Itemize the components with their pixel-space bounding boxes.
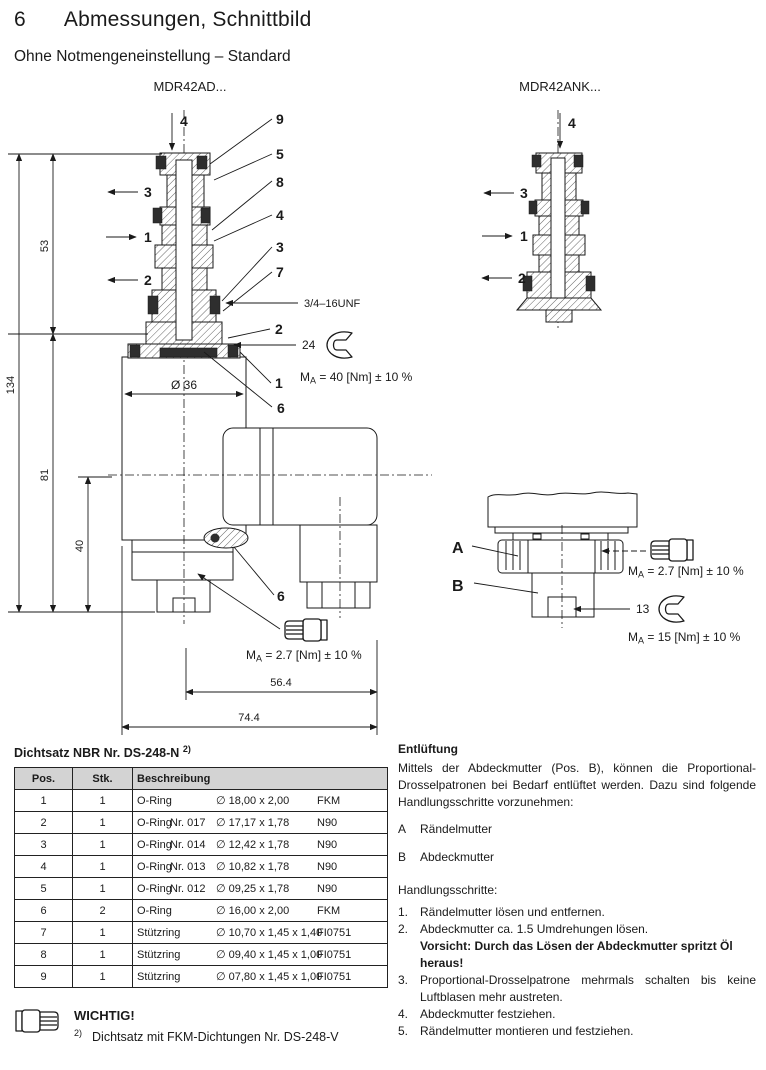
dim-dia36: Ø 36 xyxy=(170,378,198,392)
seal-table-block xyxy=(14,744,388,988)
step-number: 4. xyxy=(398,1007,409,1021)
legend-item-b xyxy=(398,849,756,866)
part-b-label: B xyxy=(452,578,464,595)
part-material: FKM xyxy=(317,795,341,808)
figure-label-mdr42ank: MDR42ANK... xyxy=(519,79,601,94)
wrench-icon xyxy=(327,332,352,358)
part-nr: Nr. 017 xyxy=(170,817,206,830)
part-name: Stützring xyxy=(137,949,181,962)
step-text: Abdeckmutter festziehen. xyxy=(420,1007,556,1021)
stk-cell: 1 xyxy=(73,922,133,944)
step-number: 5. xyxy=(398,1024,409,1038)
part-material: N90 xyxy=(317,861,338,874)
callout-2: 2 xyxy=(275,321,283,337)
port-3-label: 3 xyxy=(144,184,152,200)
pointing-hand-icon xyxy=(14,1008,60,1034)
callout-5: 5 xyxy=(276,146,284,162)
venting-heading: Entlüftung xyxy=(398,742,458,756)
wrench-size-label: 13 xyxy=(636,602,650,616)
port-1-label: 1 xyxy=(144,229,152,245)
step-number: 3. xyxy=(398,973,409,987)
callout-4: 4 xyxy=(276,207,284,223)
pos-cell: 9 xyxy=(15,966,73,988)
table-row xyxy=(15,900,388,922)
dim-56-4: 56.4 xyxy=(270,677,292,689)
torque-wrench-label: $M_A = 40$ [Nm] ± 10 % xyxy=(300,370,413,386)
pos-cell: 3 xyxy=(15,834,73,856)
step-text: Rändelmutter montieren und festziehen. xyxy=(420,1024,634,1038)
stk-cell: 1 xyxy=(73,944,133,966)
wrench-size-label: 24 xyxy=(302,338,316,352)
step-text: Rändelmutter lösen und entfernen. xyxy=(420,905,605,919)
thread-label: 3/4–16UNF xyxy=(304,298,361,310)
part-material: N90 xyxy=(317,817,338,830)
part-size: ∅ 12,42 x 1,78 xyxy=(216,839,290,852)
table-row xyxy=(15,856,388,878)
thread-callout xyxy=(226,298,361,310)
part-size: ∅ 10,70 x 1,45 x 1,40 xyxy=(216,927,323,940)
col-stk: Stk. xyxy=(73,768,133,790)
step-item xyxy=(398,1006,756,1023)
footnote-marker: 2) xyxy=(74,1028,83,1038)
callout-9: 9 xyxy=(276,111,284,127)
part-material: FKM xyxy=(317,905,341,918)
step-text: Abdeckmutter ca. 1.5 Umdrehungen lösen. xyxy=(420,922,649,936)
seal-detail xyxy=(204,528,248,548)
part-a-label: A xyxy=(452,540,464,557)
seal-table-title: Dichtsatz NBR Nr. DS-248-N $^{2)}$ xyxy=(14,744,191,761)
callout-7: 7 xyxy=(276,264,284,280)
important-note xyxy=(14,1008,339,1044)
part-nr: Nr. 013 xyxy=(170,861,206,874)
important-heading: WICHTIG! xyxy=(74,1008,135,1023)
hand-icon xyxy=(651,539,693,561)
port-3-label: 3 xyxy=(520,185,528,201)
col-pos: Pos. xyxy=(15,768,73,790)
page-title xyxy=(14,8,312,32)
part-size: ∅ 17,17 x 1,78 xyxy=(216,817,290,830)
legend-item-a xyxy=(398,821,756,838)
stk-cell: 2 xyxy=(73,900,133,922)
cartridge-section xyxy=(517,153,601,322)
port-1-label: 1 xyxy=(520,228,528,244)
torque-wrench-label: $M_A = 15$ [Nm] ± 10 % xyxy=(628,630,741,646)
part-nr: Nr. 012 xyxy=(170,883,206,896)
callout-1: 1 xyxy=(275,375,283,391)
pos-cell: 6 xyxy=(15,900,73,922)
footnote-text: $^{2)}$ Dichtsatz mit FKM-Dichtungen Nr. DS-248-V xyxy=(74,1028,339,1045)
part-name: O-Ring xyxy=(137,883,172,896)
hand-icon xyxy=(285,619,327,641)
stk-cell: 1 xyxy=(73,856,133,878)
dim-74-4: 74.4 xyxy=(238,712,260,724)
step-item xyxy=(398,921,756,938)
stk-cell: 1 xyxy=(73,812,133,834)
dim-81: 81 xyxy=(39,468,51,482)
pos-cell: 5 xyxy=(15,878,73,900)
step-item xyxy=(398,1023,756,1040)
step-number: 2. xyxy=(398,922,409,936)
port-2-label: 2 xyxy=(144,272,152,288)
port-4-label: 4 xyxy=(180,113,188,129)
wrench-torque xyxy=(234,332,413,386)
pos-cell: 1 xyxy=(15,790,73,812)
table-row xyxy=(15,834,388,856)
table-row xyxy=(15,944,388,966)
part-size: ∅ 07,80 x 1,45 x 1,00 xyxy=(216,971,323,984)
legend-label: Abdeckmutter xyxy=(420,850,495,864)
dim-53: 53 xyxy=(39,239,51,253)
left-drawing-mdr42ad xyxy=(0,95,440,745)
page-subtitle: Ohne Notmengeneinstellung – Standard xyxy=(14,48,291,65)
footnote-marker: 2) xyxy=(182,744,191,754)
col-beschreibung: Beschreibung xyxy=(133,768,388,790)
part-size: ∅ 09,40 x 1,45 x 1,00 xyxy=(216,949,323,962)
part-name: O-Ring xyxy=(137,905,172,918)
part-size: ∅ 18,00 x 2,00 xyxy=(216,795,290,808)
stk-cell: 1 xyxy=(73,878,133,900)
pos-cell: 2 xyxy=(15,812,73,834)
part-size: ∅ 10,82 x 1,78 xyxy=(216,861,290,874)
callout-3: 3 xyxy=(276,239,284,255)
stk-cell: 1 xyxy=(73,966,133,988)
dim-40: 40 xyxy=(74,539,86,553)
part-name: O-Ring xyxy=(137,817,172,830)
section-number: 6 xyxy=(14,8,26,31)
right-drawing-mdr42ank xyxy=(430,95,766,665)
seal-table xyxy=(14,767,388,988)
coil-connector xyxy=(300,525,377,608)
solenoid-coil xyxy=(223,428,377,525)
table-row xyxy=(15,966,388,988)
table-row xyxy=(15,922,388,944)
port-4-label: 4 xyxy=(568,115,576,131)
section-title: Abmessungen, Schnittbild xyxy=(63,8,312,31)
table-header-row xyxy=(15,768,388,790)
venting-section xyxy=(398,741,756,1040)
part-name: Stützring xyxy=(137,927,181,940)
part-name: Stützring xyxy=(137,971,181,984)
part-material: FI0751 xyxy=(317,971,352,984)
step-item xyxy=(398,972,756,1006)
port-2-label: 2 xyxy=(518,270,526,286)
callout-6-top: 6 xyxy=(277,400,285,416)
wrench-icon xyxy=(659,596,684,622)
part-size: ∅ 09,25 x 1,78 xyxy=(216,883,290,896)
wrench-torque xyxy=(574,596,741,646)
torque-hand-label: $M_A = 2.7$ [Nm] ± 10 % xyxy=(246,648,362,664)
part-name: O-Ring xyxy=(137,795,172,808)
part-material: FI0751 xyxy=(317,927,352,940)
part-material: N90 xyxy=(317,883,338,896)
pos-cell: 7 xyxy=(15,922,73,944)
part-material: FI0751 xyxy=(317,949,352,962)
callout-8: 8 xyxy=(276,174,284,190)
legend-label: Rändelmutter xyxy=(420,822,493,836)
part-size: ∅ 16,00 x 2,00 xyxy=(216,905,290,918)
torque-hand-label: $M_A = 2.7$ [Nm] ± 10 % xyxy=(628,564,744,580)
dim-134: 134 xyxy=(5,375,17,395)
part-nr: Nr. 014 xyxy=(170,839,206,852)
table-row xyxy=(15,878,388,900)
step-item xyxy=(398,904,756,921)
legend-key: A xyxy=(398,822,407,836)
pos-cell: 4 xyxy=(15,856,73,878)
callout-6-bottom: 6 xyxy=(277,588,285,604)
stk-cell: 1 xyxy=(73,790,133,812)
figure-label-mdr42ad: MDR42AD... xyxy=(153,79,227,94)
steps-title: Handlungsschritte: xyxy=(398,883,498,897)
part-name: O-Ring xyxy=(137,861,172,874)
step-number: 1. xyxy=(398,905,409,919)
stk-cell: 1 xyxy=(73,834,133,856)
venting-paragraph: Mittels der Abdeckmutter (Pos. B), können die Proportional-Drosselpatronen bei Bedarf entlüftet werden. Dazu sind folgende Handlungsschritte vorzunehmen: xyxy=(398,761,756,809)
step-text: Proportional-Drosselpatrone mehrmals schalten bis keine Luftblasen mehr austreten. xyxy=(420,973,756,1004)
part-material: N90 xyxy=(317,839,338,852)
part-name: O-Ring xyxy=(137,839,172,852)
legend-key: B xyxy=(398,850,407,864)
table-row xyxy=(15,790,388,812)
pos-cell: 8 xyxy=(15,944,73,966)
nut-assembly xyxy=(488,492,637,628)
warning-text: Vorsicht: Durch das Lösen der Abdeckmutter spritzt Öl heraus! xyxy=(420,939,733,970)
table-row xyxy=(15,812,388,834)
